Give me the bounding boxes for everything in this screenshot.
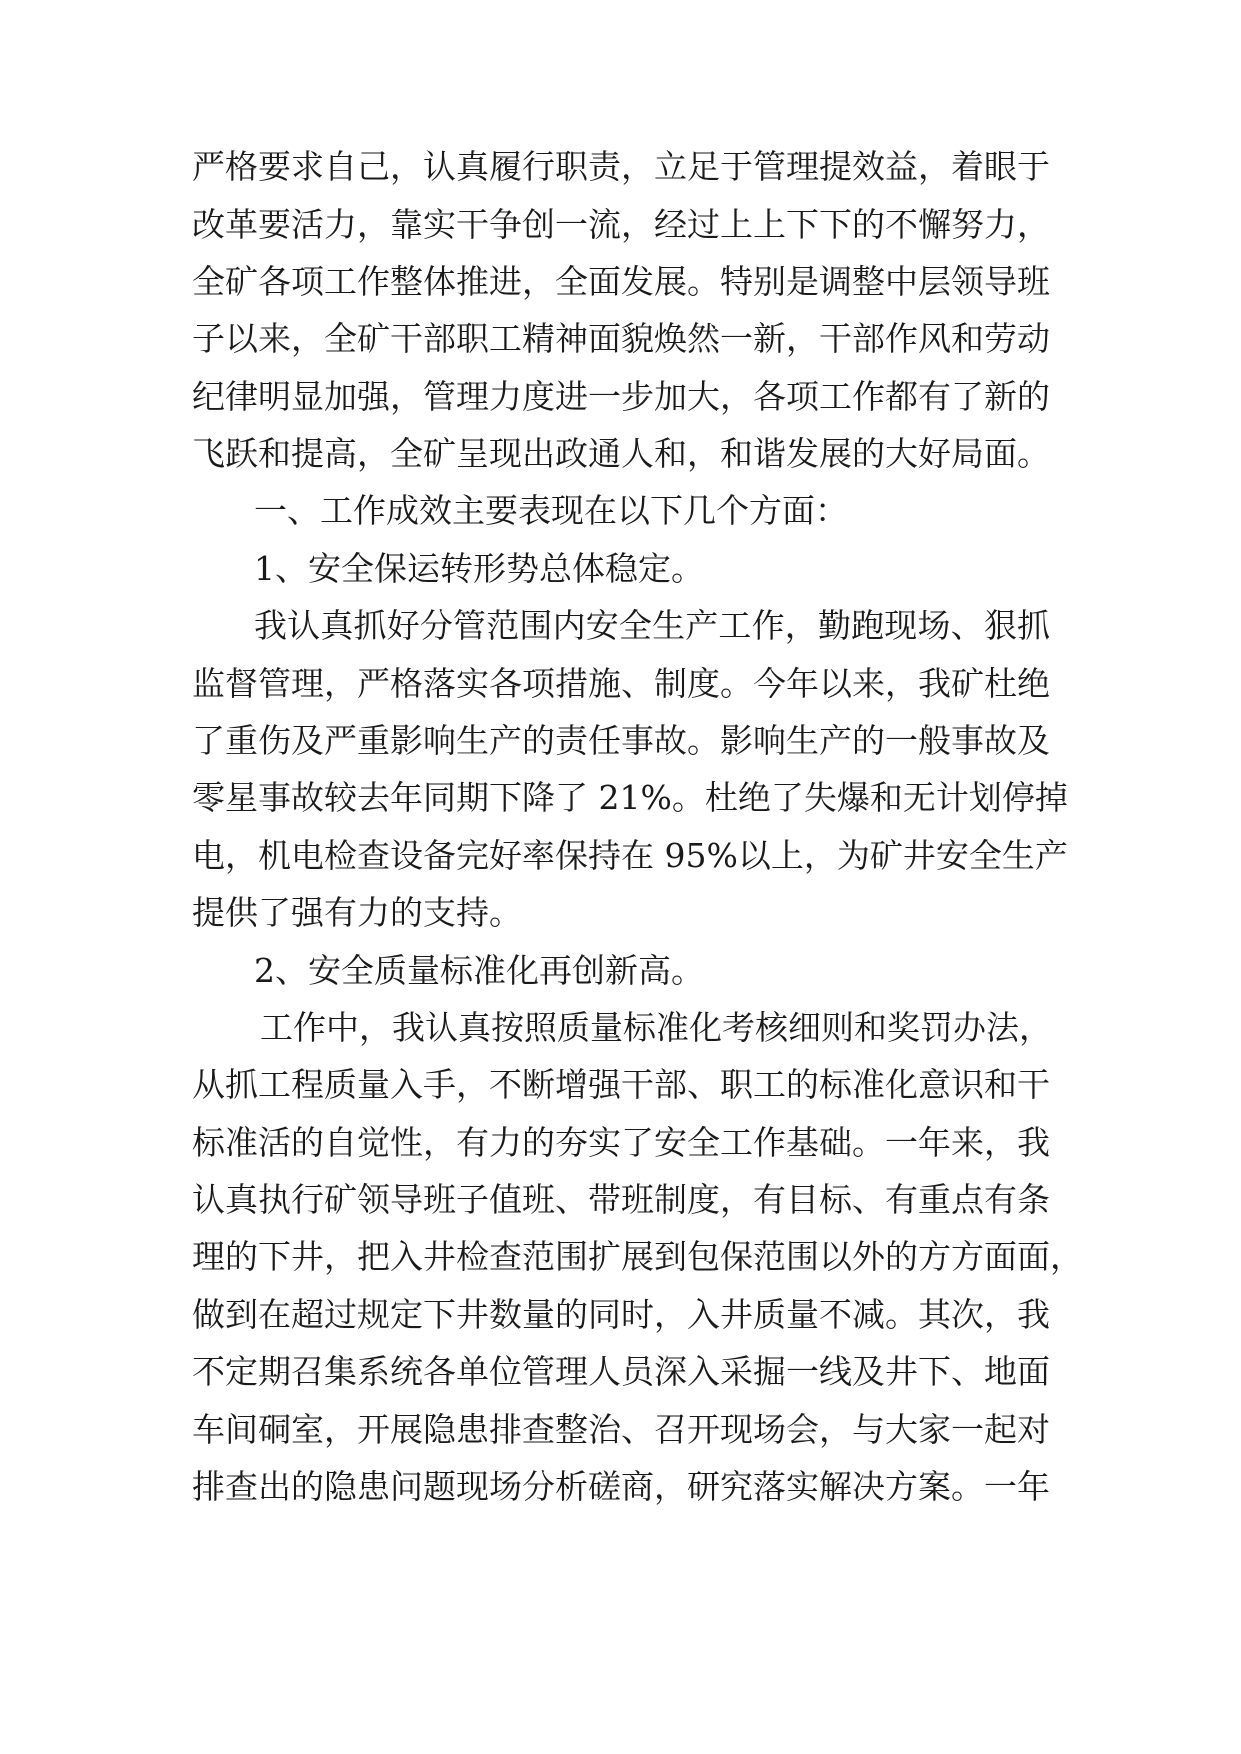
paragraph-line: 排查出的隐患问题现场分析磋商，研究落实解决方案。一年	[192, 1467, 1050, 1506]
paragraph-line: 了重伤及严重影响生产的责任事故。影响生产的一般事故及	[192, 721, 1050, 760]
paragraph-line: 全矿各项工作整体推进，全面发展。特别是调整中层领导班	[192, 262, 1050, 301]
paragraph-line: 飞跃和提高，全矿呈现出政通人和，和谐发展的大好局面。	[192, 434, 1050, 473]
paragraph-line: 认真执行矿领导班子值班、带班制度，有目标、有重点有条	[192, 1180, 1050, 1219]
paragraph-line: 从抓工程质量入手，不断增强干部、职工的标准化意识和干	[192, 1065, 1050, 1104]
paragraph-line: 不定期召集系统各单位管理人员深入采掘一线及井下、地面	[192, 1352, 1050, 1391]
paragraph-line: 零星事故较去年同期下降了 21%。杜绝了失爆和无计划停掉	[192, 778, 1068, 817]
paragraph-line: 理的下井，把入井检查范围扩展到包保范围以外的方方面面，	[192, 1237, 1083, 1276]
paragraph-line: 工作中，我认真按照质量标准化考核细则和奖罚办法，	[260, 1008, 1052, 1047]
paragraph-line: 车间硐室，开展隐患排查整治、召开现场会，与大家一起对	[192, 1410, 1050, 1449]
paragraph-line: 严格要求自己，认真履行职责，立足于管理提效益，着眼于	[192, 147, 1050, 186]
section-heading: 一、工作成效主要表现在以下几个方面：	[254, 491, 848, 530]
paragraph-line: 子以来，全矿干部职工精神面貌焕然一新，干部作风和劳动	[192, 319, 1050, 358]
paragraph-line: 标准活的自觉性，有力的夯实了安全工作基础。一年来，我	[192, 1123, 1050, 1162]
paragraph-line: 纪律明显加强，管理力度进一步加大，各项工作都有了新的	[192, 377, 1050, 416]
subsection-heading: 1、安全保运转形势总体稳定。	[254, 549, 704, 588]
paragraph-line: 改革要活力，靠实干争创一流，经过上上下下的不懈努力，	[192, 205, 1050, 244]
subsection-heading: 2、安全质量标准化再创新高。	[254, 951, 704, 990]
paragraph-line: 电，机电检查设备完好率保持在 95%以上，为矿井安全生产	[192, 836, 1068, 875]
paragraph-line: 提供了强有力的支持。	[192, 893, 522, 932]
paragraph-line: 我认真抓好分管范围内安全生产工作，勤跑现场、狠抓	[254, 606, 1050, 645]
paragraph-line: 监督管理，严格落实各项措施、制度。今年以来，我矿杜绝	[192, 664, 1050, 703]
paragraph-line: 做到在超过规定下井数量的同时，入井质量不减。其次，我	[192, 1295, 1050, 1334]
